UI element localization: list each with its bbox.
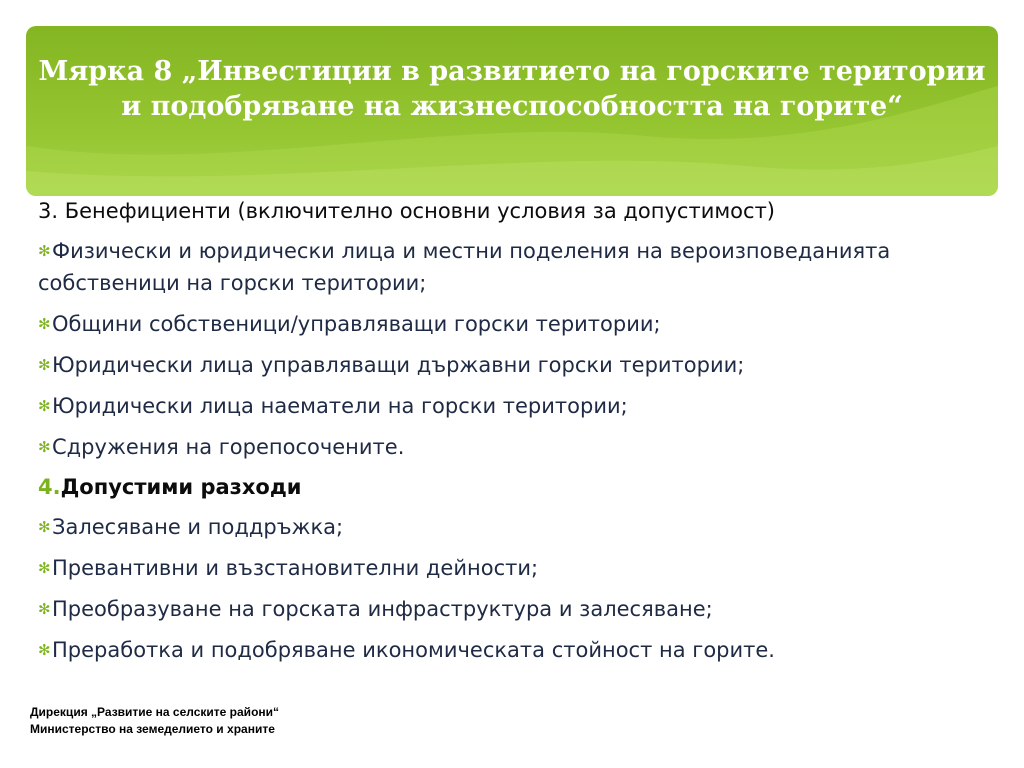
section-4-label: Допустими разходи [60,475,302,499]
list-item [38,552,988,584]
section-4-number: 4. [38,475,61,499]
asterisk-icon: ✻ [38,356,51,374]
asterisk-icon: ✻ [38,315,51,333]
footer-directorate: Дирекция „Развитие на селските райони“ [30,705,280,719]
list-item [38,431,988,463]
list-item [38,390,988,422]
asterisk-icon: ✻ [38,438,51,456]
list-item [38,235,988,299]
asterisk-icon: ✻ [38,397,51,415]
asterisk-icon: ✻ [38,559,51,577]
list-item-text: Сдружения на горепосочените. [52,435,405,459]
list-item-text: Общини собственици/управляващи горски територии; [52,312,661,336]
title-banner [26,26,998,196]
list-item [38,308,988,340]
list-item [38,593,988,625]
asterisk-icon: ✻ [38,242,51,260]
section-3-heading [38,196,988,226]
asterisk-icon: ✻ [38,518,51,536]
list-item-text: Преработка и подобряване икономическата стойност на горите. [52,638,775,662]
list-item-text: Превантивни и възстановителни дейности; [52,556,539,580]
content-body [38,196,988,675]
slide-title: Мярка 8 „Инвестиции в развитието на горските територии и подобряване на жизнеспособността на горите“ [38,56,986,122]
section-4-heading [38,472,988,502]
asterisk-icon: ✻ [38,641,51,659]
section-3-number: 3. [38,199,59,223]
list-item-text: Юридически лица управляващи държавни горски територии; [52,353,745,377]
list-item-text: Физически и юридически лица и местни поделения на вероизповеданията собственици на горски територии; [38,239,891,295]
list-item [38,349,988,381]
asterisk-icon: ✻ [38,600,51,618]
footer-ministry: Министерство на земеделието и храните [30,722,275,736]
list-item-text: Залесяване и поддръжка; [52,515,344,539]
footer [30,704,279,738]
list-item-text: Преобразуване на горската инфраструктура и залесяване; [52,597,713,621]
section-3-label: Бенефициенти (включително основни условия за допустимост) [64,199,776,223]
list-item [38,634,988,666]
list-item-text: Юридически лица наематели на горски територии; [52,394,628,418]
list-item [38,511,988,543]
